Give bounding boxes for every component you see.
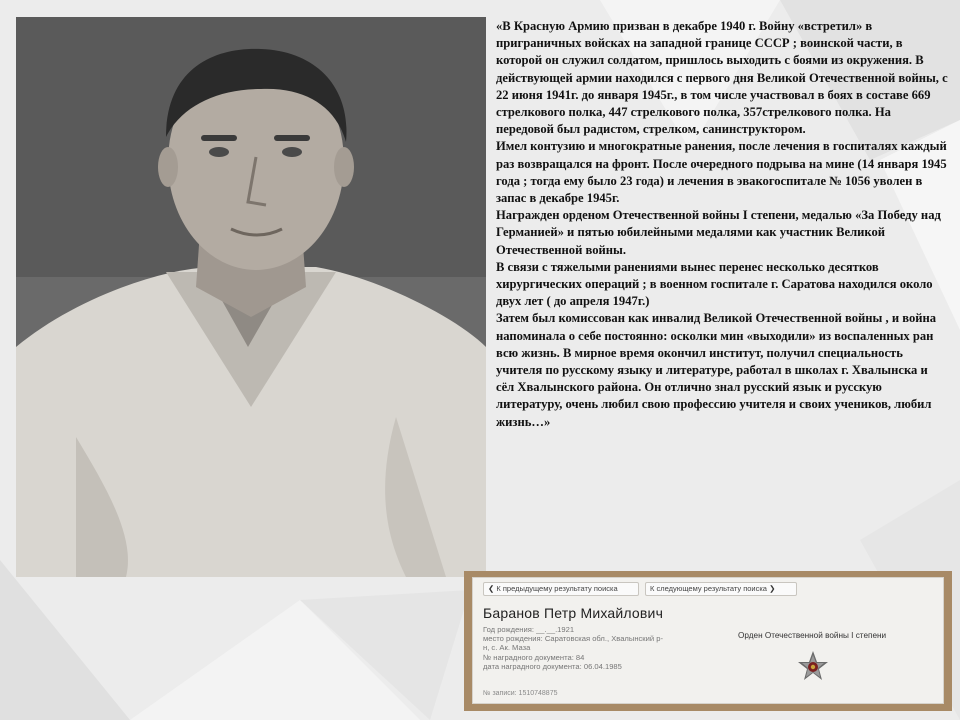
order-medal-icon — [796, 650, 830, 684]
prev-result-button[interactable] — [483, 582, 639, 596]
portrait-photo — [16, 17, 486, 577]
record-number: № записи: 1510748875 — [483, 690, 558, 697]
birth-place-line1: место рождения: Саратовская обл., Хвалынский р- — [483, 634, 663, 644]
award-name[interactable]: Орден Отечественной войны I степени — [738, 631, 887, 640]
award-doc-number: № наградного документа: 84 — [483, 652, 585, 662]
award-doc-date: дата наградного документа: 06.04.1985 — [483, 661, 622, 671]
next-result-label: К следующему результату поиска — [650, 584, 767, 593]
record-fields — [483, 625, 723, 671]
birth-year: Год рождения: __.__.1921 — [483, 625, 575, 634]
next-result-button[interactable] — [645, 582, 797, 596]
chevron-right-icon: ❯ — [769, 584, 776, 593]
biography-text: «В Красную Армию призван в декабре 1940 г. Войну «встретил» в приграничных войсках на западной границе СССР ; воинской части, в которой он служил солдатом, пришлось выходить с боями из окружения. В действующей армии находился с первого дня Великой Отечественной войны, с 22 июня 1941г. до января 1945г., в том числе участвовал в боях в составе 669 стрелкового полка, 447 стрелкового полка, 357стрелкового полка. На передовой был радистом, стрелком, санинструктором. Имел контузию и многократные ранения, после лечения в госпиталях каждый раз возвращался на фронт. После очередного подрыва на мине (14 января 1945 года ; тогда ему было 23 года) и лечения в эвакогоспитале № 1056 уволен в запас в декабре 1945г. Награжден орденом Отечественной войны I степени, медалью «За Победу над Германией» и пятью юбилейными медалями как участник Великой Отечественной войны. В связи с тяжелыми ранениями вынес перенес несколько десятков хирургических операций ; в военном госпитале г. Саратова находился около двух лет ( до апреля 1947г.) Затем был комиссован как инвалид Великой Отечественной войны , и война напоминала о себе постоянно: осколки мин «выходили» из воспаленных ран всю жизнь. В мирное время окончил институт, получил специальность учителя по русскому языку и литературе, работал в школах г. Хвалынска и сёл Хвалынского района. Он отлично знал русский язык и русскую литературу, очень любил свою профессию учителя и своих учеников, любил жизнь…» — [496, 19, 948, 429]
portrait-illustration — [16, 17, 486, 577]
prev-result-label: К предыдущему результату поиска — [496, 584, 618, 593]
award-record-card — [464, 571, 952, 711]
person-name: Баранов Петр Михайлович — [483, 605, 664, 621]
award-record-panel — [472, 577, 944, 704]
birth-place-line2: н, с. Ак. Маза — [483, 643, 531, 653]
chevron-left-icon: ❮ — [488, 584, 495, 593]
